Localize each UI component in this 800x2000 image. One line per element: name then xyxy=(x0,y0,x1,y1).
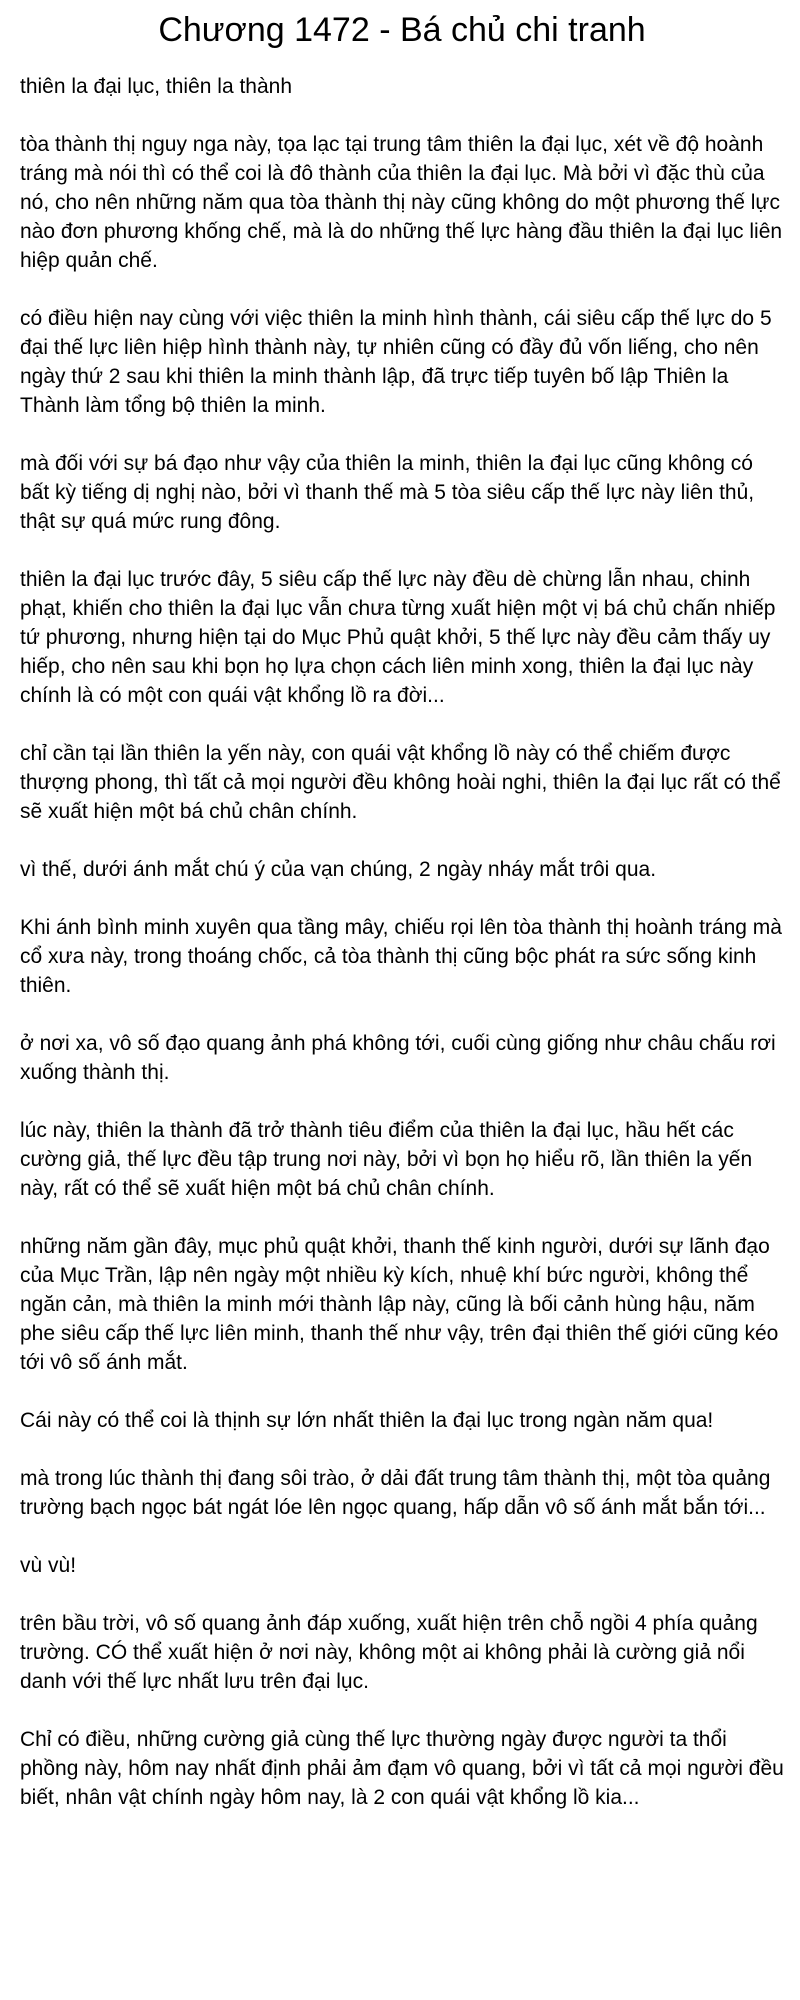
paragraph: thiên la đại lục trước đây, 5 siêu cấp thế lực này đều dè chừng lẫn nhau, chinh phạt, khiến cho thiên la đại lục vẫn chưa từng xuất hiện một vị bá chủ chấn nhiếp tứ phương, nhưng hiện tại do Mục Phủ quật khởi, 5 thế lực này đều cảm thấy uy hiếp, cho nên sau khi bọn họ lựa chọn cách liên minh xong, thiên la đại lục này chính là có một con quái vật khổng lồ ra đời... xyxy=(20,568,776,707)
chapter-title: Chương 1472 - Bá chủ chi tranh xyxy=(158,11,646,49)
paragraph: Chỉ có điều, những cường giả cùng thế lực thường ngày được người ta thổi phồng này, hôm nay nhất định phải ảm đạm vô quang, bởi vì tất cả mọi người đều biết, nhân vật chính ngày hôm nay, là 2 con quái vật khổng lồ kia... xyxy=(20,1728,784,1809)
paragraph: mà đối với sự bá đạo như vậy của thiên la minh, thiên la đại lục cũng không có bất kỳ tiếng dị nghị nào, bởi vì thanh thế mà 5 tòa siêu cấp thế lực này liên thủ, thật sự quá mức rung đông. xyxy=(20,452,755,533)
paragraph: chỉ cần tại lần thiên la yến này, con quái vật khổng lồ này có thể chiếm được thượng phong, thì tất cả mọi người đều không hoài nghi, thiên la đại lục rất có thể sẽ xuất hiện một bá chủ chân chính. xyxy=(20,742,781,823)
paragraph: Cái này có thể coi là thịnh sự lớn nhất thiên la đại lục trong ngàn năm qua! xyxy=(20,1409,714,1432)
paragraph: trên bầu trời, vô số quang ảnh đáp xuống, xuất hiện trên chỗ ngồi 4 phía quảng trường. CÓ thể xuất hiện ở nơi này, không một ai không phải là cường giả nổi danh với thế lực nhất lưu trên đại lục. xyxy=(20,1612,758,1693)
paragraph: vì thế, dưới ánh mắt chú ý của vạn chúng, 2 ngày nháy mắt trôi qua. xyxy=(20,858,657,881)
paragraph: tòa thành thị nguy nga này, tọa lạc tại trung tâm thiên la đại lục, xét về độ hoành tráng mà nói thì có thể coi là đô thành của thiên la đại lục. Mà bởi vì đặc thù của nó, cho nên những năm qua tòa thành thị này cũng không do một phương thế lực nào đơn phương khống chế, mà là do những thế lực hàng đầu thiên la đại lục liên hiệp quản chế. xyxy=(20,133,783,272)
chapter-body xyxy=(20,72,784,1812)
paragraph: vù vù! xyxy=(20,1554,77,1577)
paragraph: những năm gần đây, mục phủ quật khởi, thanh thế kinh người, dưới sự lãnh đạo của Mục Trần, lập nên ngày một nhiều kỳ kích, nhuệ khí bức người, không thể ngăn cản, mà thiên la minh mới thành lập này, cũng là bối cảnh hùng hậu, năm phe siêu cấp thế lực liên minh, thanh thế như vậy, trên đại thiên thế giới cũng kéo tới vô số ánh mắt. xyxy=(20,1235,779,1374)
paragraph: có điều hiện nay cùng với việc thiên la minh hình thành, cái siêu cấp thế lực do 5 đại thế lực liên hiệp hình thành này, tự nhiên cũng có đầy đủ vốn liếng, cho nên ngày thứ 2 sau khi thiên la minh thành lập, đã trực tiếp tuyên bố lập Thiên la Thành làm tổng bộ thiên la minh. xyxy=(20,307,772,417)
paragraph: Khi ánh bình minh xuyên qua tầng mây, chiếu rọi lên tòa thành thị hoành tráng mà cổ xưa này, trong thoáng chốc, cả tòa thành thị cũng bộc phát ra sức sống kinh thiên. xyxy=(20,916,782,997)
paragraph: thiên la đại lục, thiên la thành xyxy=(20,75,293,98)
paragraph: mà trong lúc thành thị đang sôi trào, ở dải đất trung tâm thành thị, một tòa quảng trường bạch ngọc bát ngát lóe lên ngọc quang, hấp dẫn vô số ánh mắt bắn tới... xyxy=(20,1467,771,1519)
paragraph: lúc này, thiên la thành đã trở thành tiêu điểm của thiên la đại lục, hầu hết các cường giả, thế lực đều tập trung nơi này, bởi vì bọn họ hiểu rõ, lần thiên la yến này, rất có thể sẽ xuất hiện một bá chủ chân chính. xyxy=(20,1119,753,1200)
paragraph: ở nơi xa, vô số đạo quang ảnh phá không tới, cuối cùng giống như châu chấu rơi xuống thành thị. xyxy=(20,1032,776,1084)
